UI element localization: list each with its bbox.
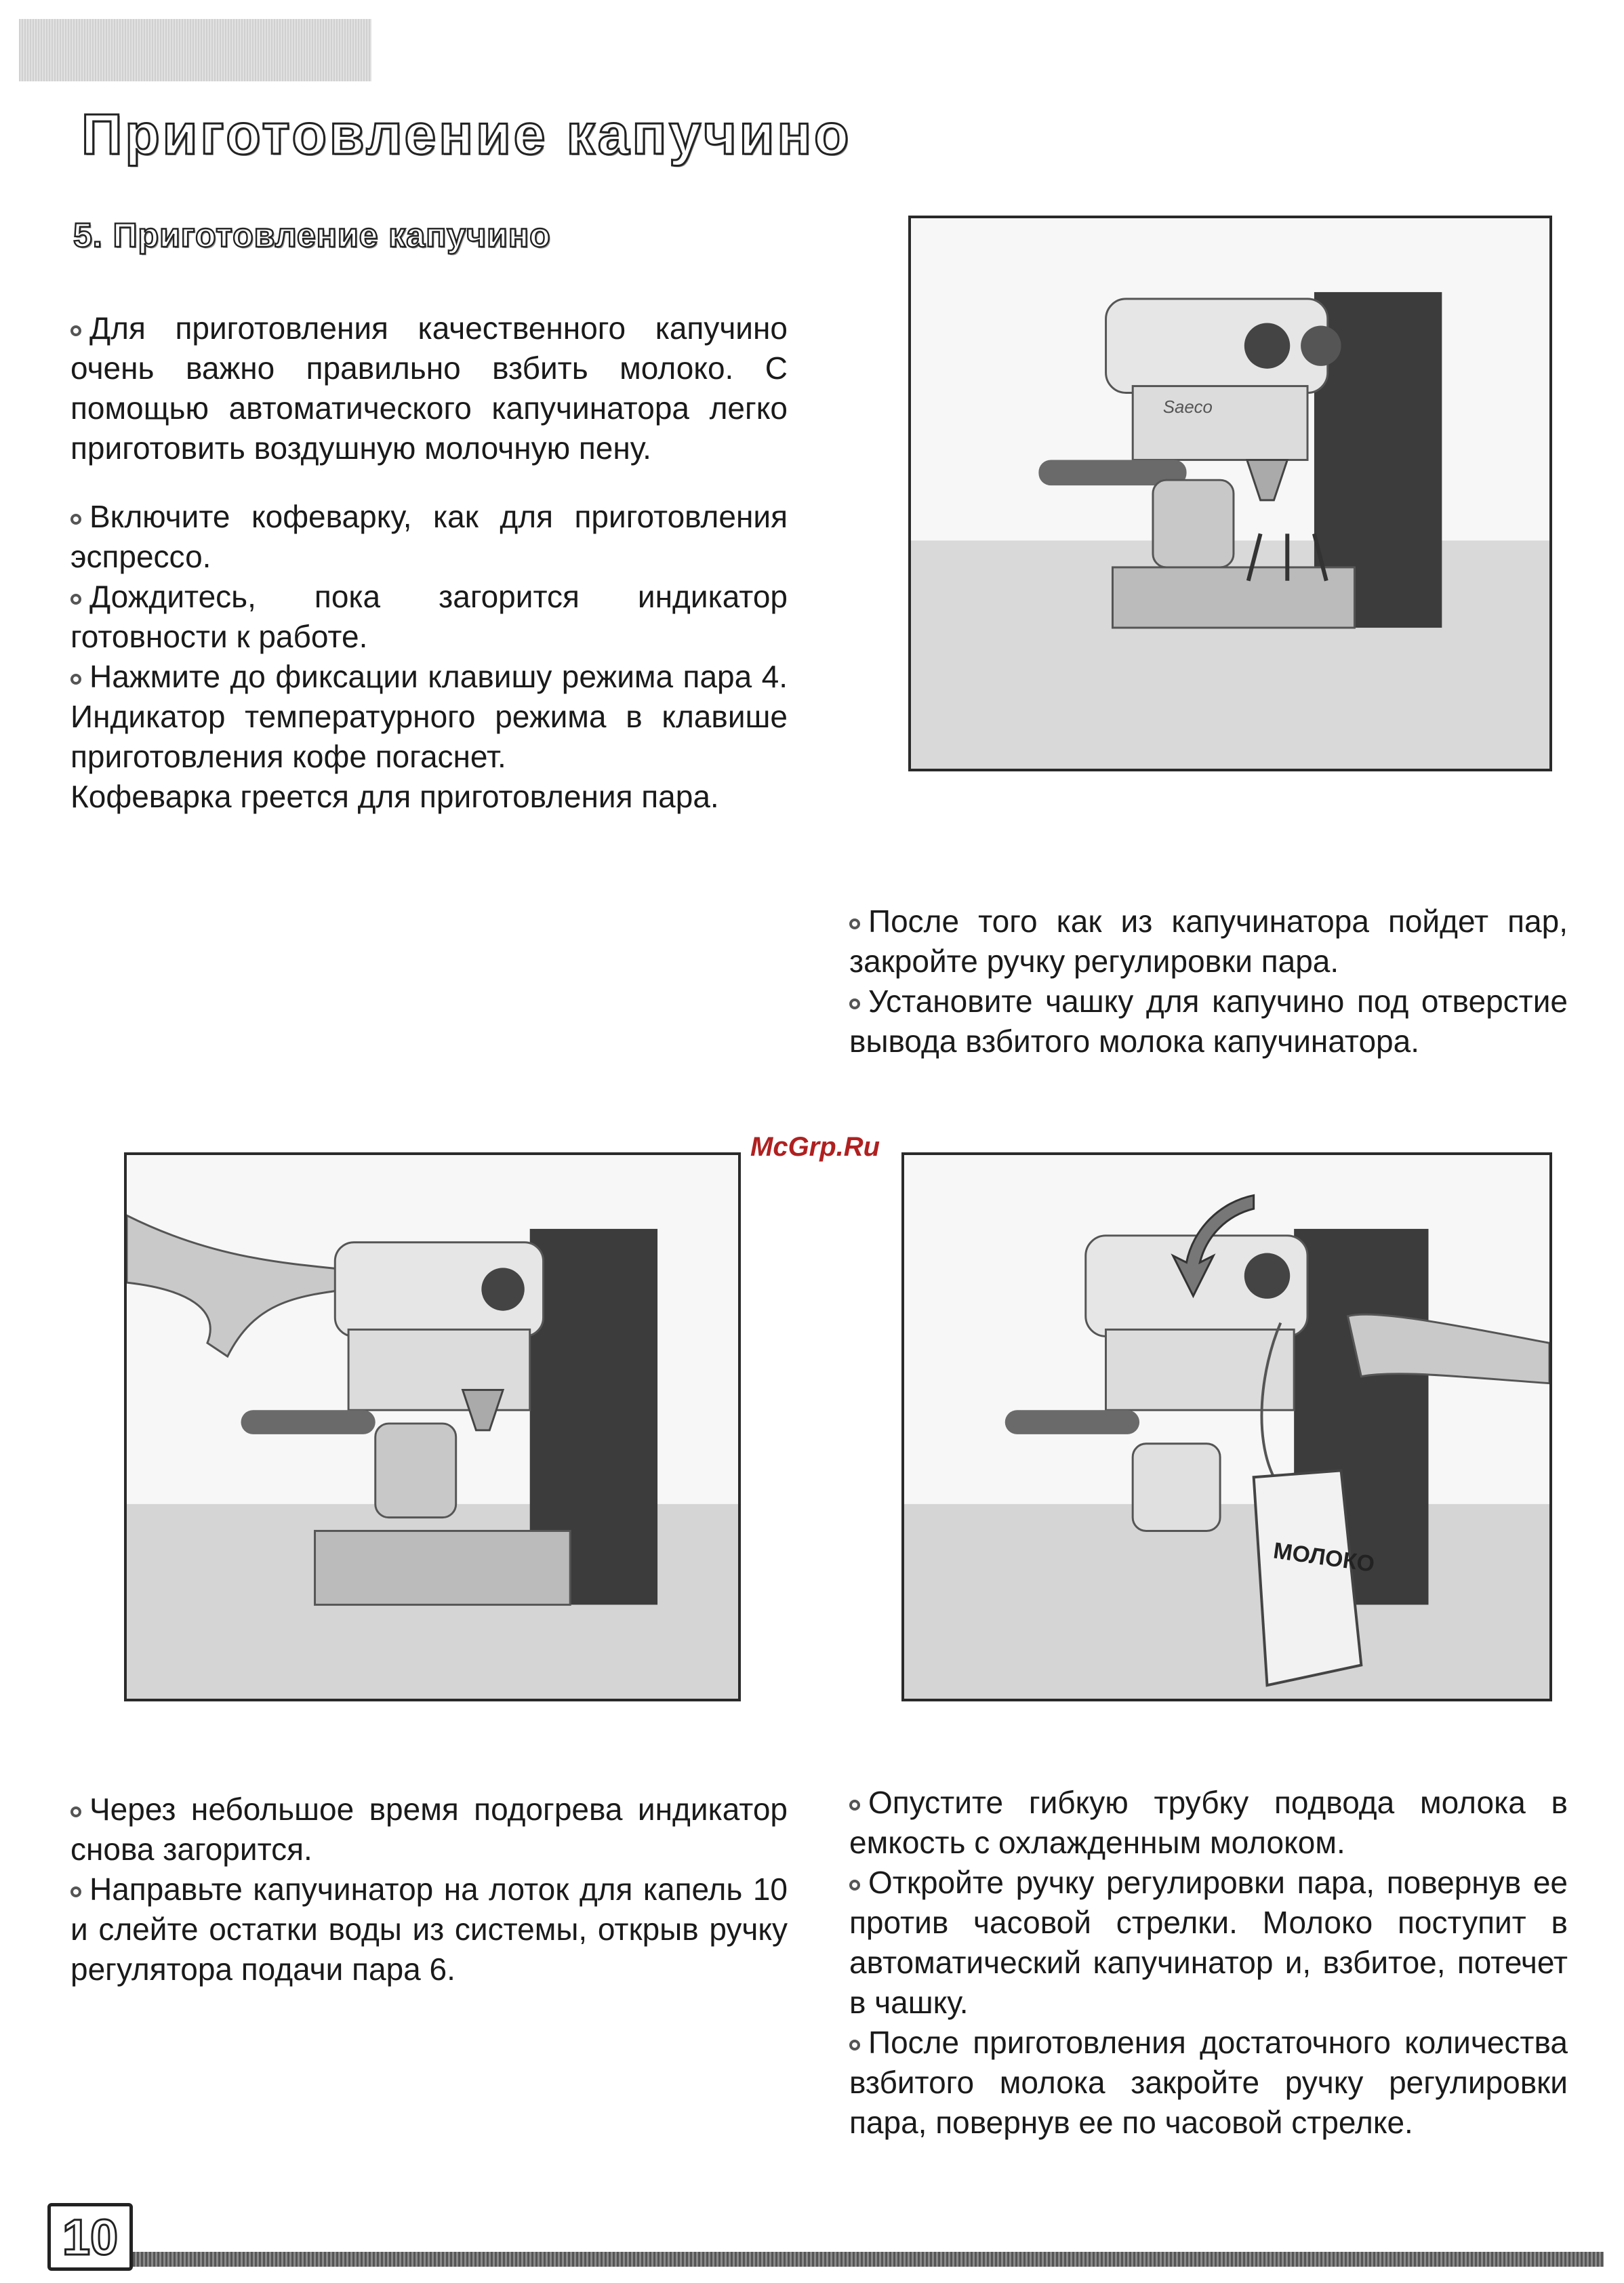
footer-rule	[133, 2252, 1604, 2267]
step-wait-indicator: Дождитесь, пока загорится индикатор готовности к работе.	[70, 579, 788, 654]
intro-paragraph: Для приготовления качественного капучино очень важно правильно взбить молоко. С помощью автоматического капучинатора легко приготовить воздушную молочную пену.	[70, 310, 788, 466]
step-drain-water: Направьте капучинатор на лоток для капель 10 и слейте остатки воды из системы, открыв ручку регулятора подачи пара 6.	[70, 1872, 788, 1987]
photo-machine-with-cup	[908, 216, 1552, 771]
bullet-icon	[70, 514, 81, 525]
page-number: 10	[62, 2208, 119, 2265]
bullet-icon	[70, 1806, 81, 1817]
step-lower-tube: Опустите гибкую трубку подвода молока в емкость с охлажденным молоком.	[849, 1785, 1568, 1860]
step-press-steam: Нажмите до фиксации клавишу режима пара 4. Индикатор температурного режима в клавише приготовления кофе погаснет.	[70, 659, 788, 774]
bullet-icon	[849, 1880, 860, 1891]
bullet-icon	[849, 998, 860, 1009]
intro-text-block	[70, 308, 788, 817]
watermark: McGrp.Ru	[750, 1132, 880, 1162]
header-shade-decoration	[19, 19, 371, 81]
steam-instructions-block	[849, 902, 1568, 1062]
page-number-box	[47, 2203, 133, 2271]
step-indicator-lights: Через небольшое время подогрева индикатор снова загорится.	[70, 1792, 788, 1867]
photo-hand-pressing-button	[124, 1152, 741, 1701]
step-open-steam-knob: Откройте ручку регулировки пара, повернув ее против часовой стрелки. Молоко поступит в автоматический капучинатор и, взбитое, потечет в чашку.	[849, 1865, 1568, 2020]
brand-label: Saeco	[1162, 398, 1213, 418]
step-place-cup: Установите чашку для капучино под отверстие вывода взбитого молока капучинатора.	[849, 984, 1568, 1059]
bullet-icon	[70, 674, 81, 685]
bullet-icon	[70, 594, 81, 605]
indicator-drain-block	[70, 1790, 788, 1989]
milk-pack-label: МОЛОКО	[1272, 1538, 1377, 1577]
step-heating: Кофеварка греется для приготовления пара.	[70, 779, 719, 814]
bullet-icon	[70, 325, 81, 336]
page-title: Приготовление капучино	[81, 102, 852, 166]
bullet-icon	[849, 918, 860, 929]
step-turn-on: Включите кофеварку, как для приготовления эспрессо.	[70, 499, 788, 574]
step-close-steam-knob: После приготовления достаточного количества взбитого молока закройте ручку регулировки пара, повернув ее по часовой стрелке.	[849, 2025, 1568, 2140]
froth-milk-block	[849, 1783, 1568, 2143]
section-title: 5. Приготовление капучино	[73, 216, 551, 254]
photo-milk-container	[901, 1152, 1552, 1701]
bullet-icon	[849, 1800, 860, 1811]
bullet-icon	[849, 2040, 860, 2050]
step-close-steam: После того как из капучинатора пойдет пар, закройте ручку регулировки пара.	[849, 904, 1568, 979]
bullet-icon	[70, 1886, 81, 1897]
